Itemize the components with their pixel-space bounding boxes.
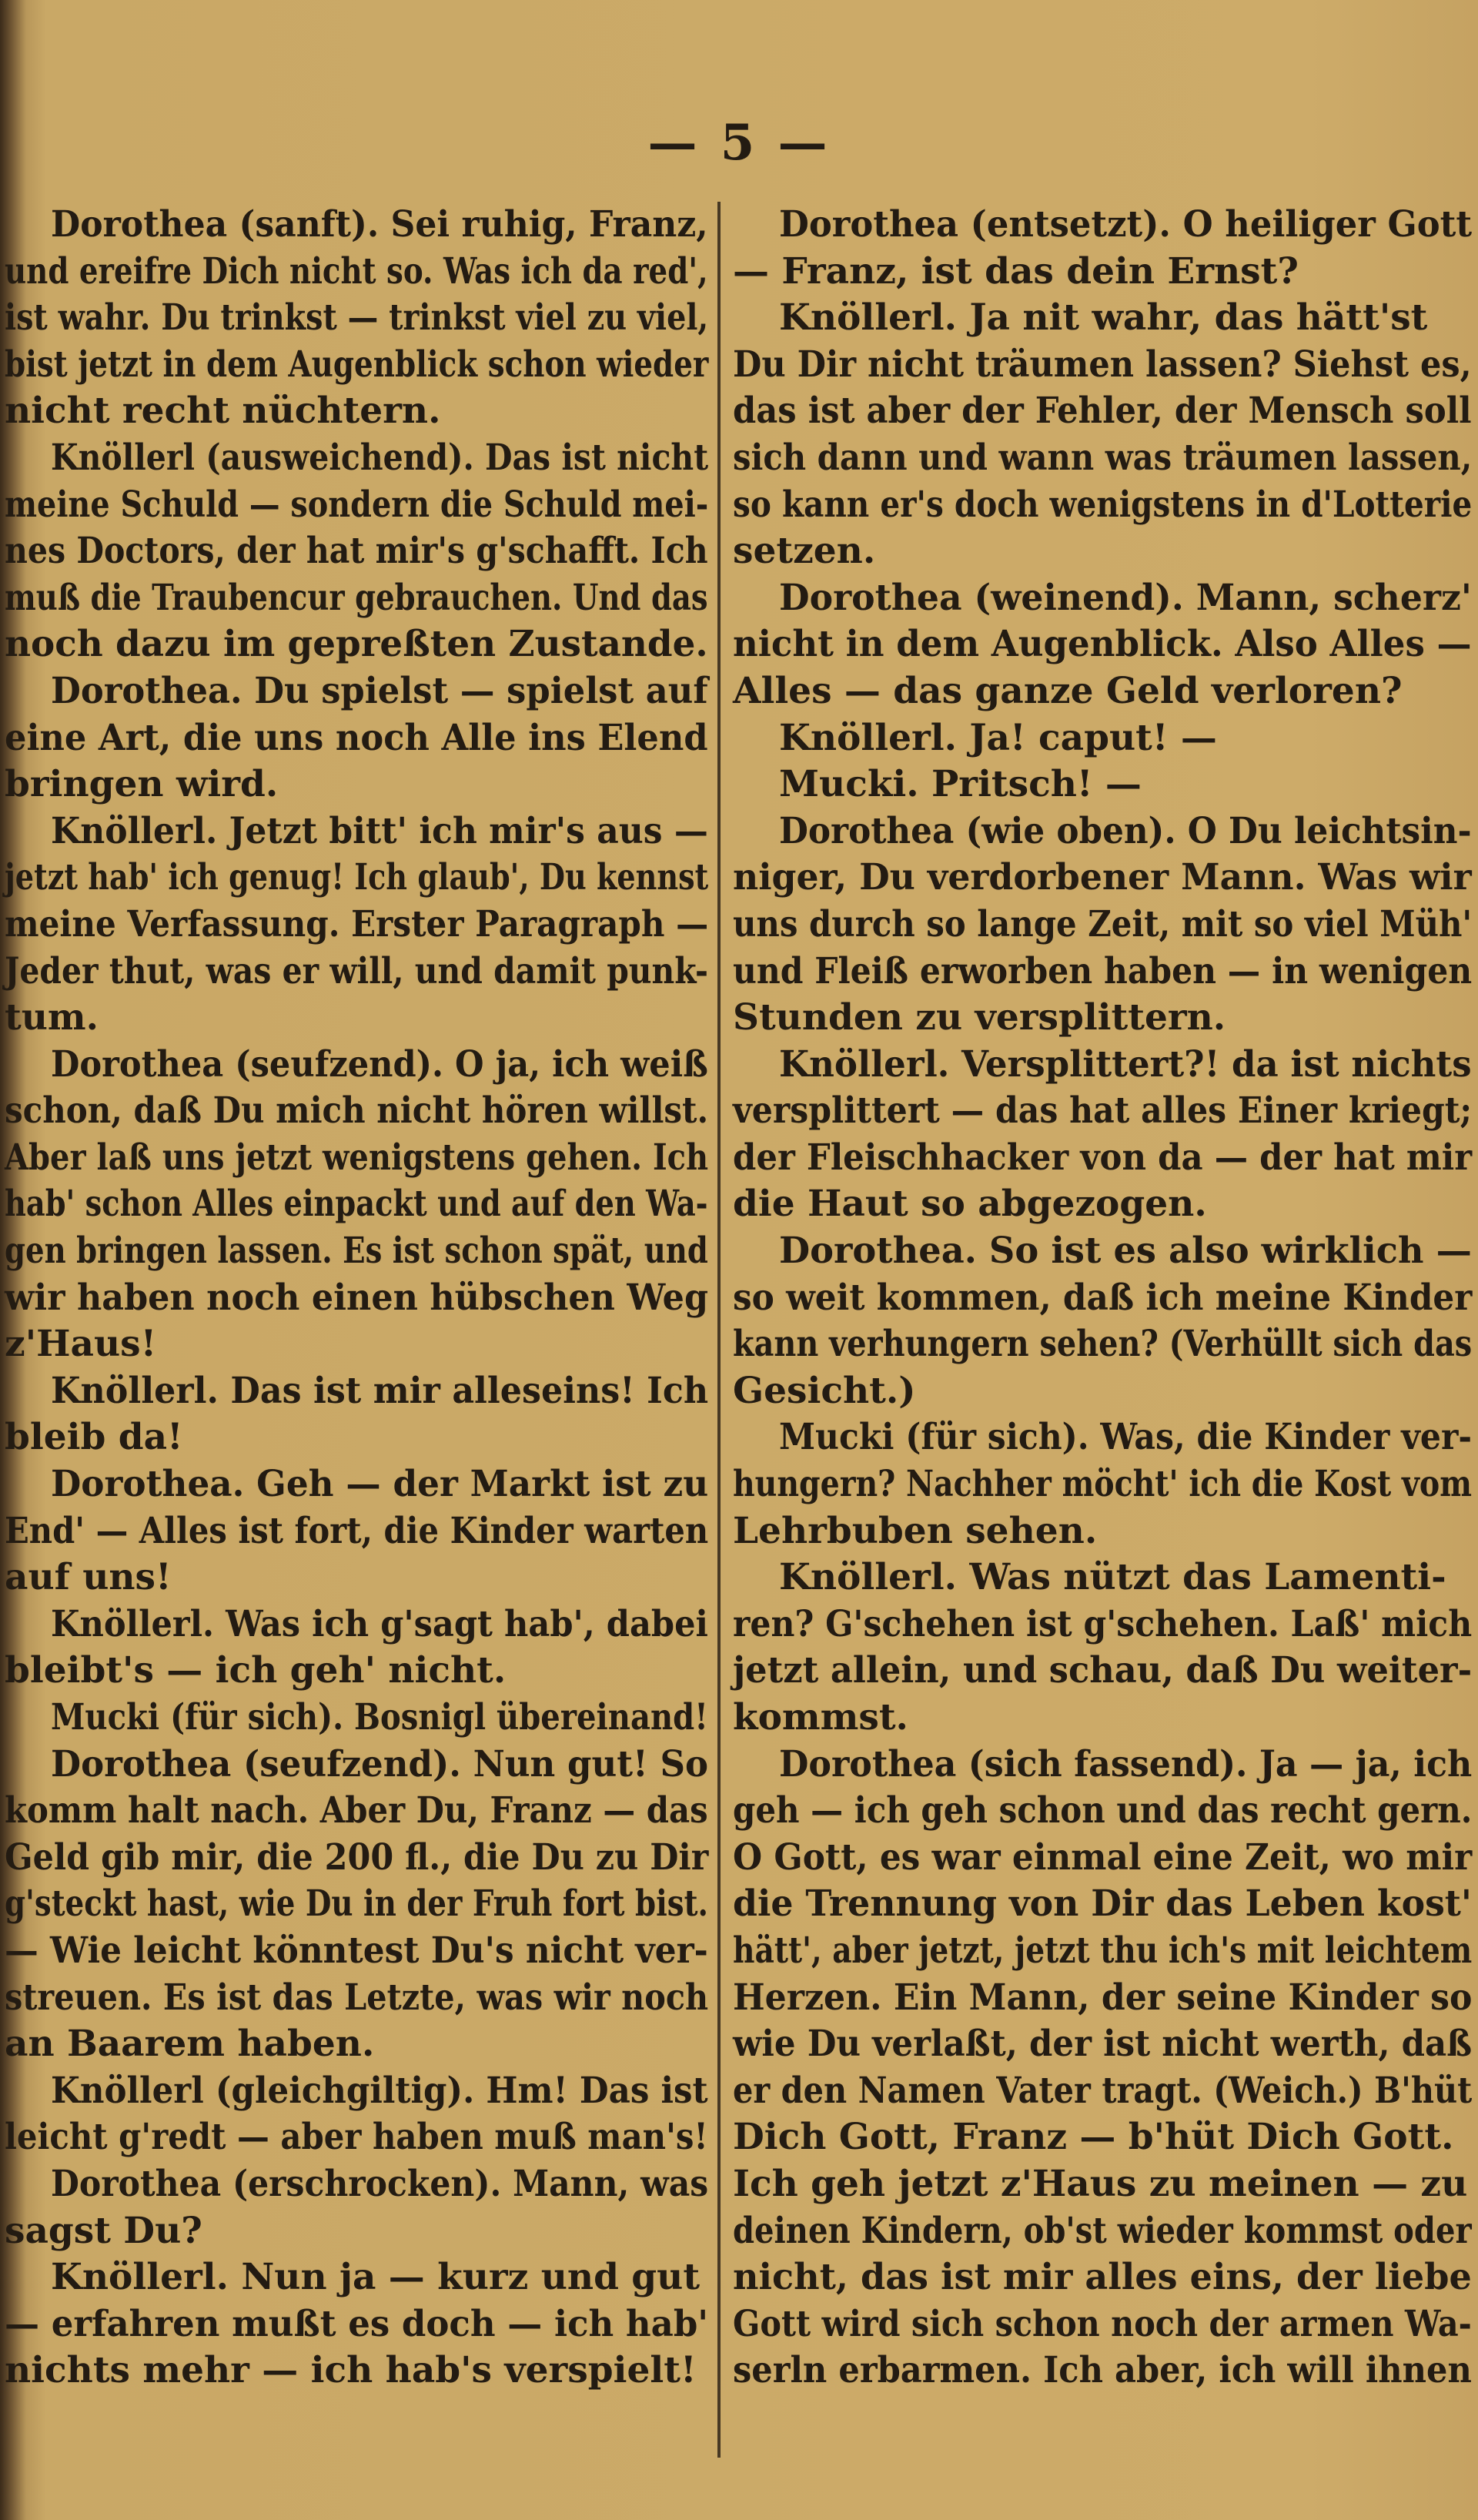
text-line: hungern? Nachher möcht' ich die Kost vom: [733, 1463, 1472, 1506]
text-line: End' — Alles ist fort, die Kinder warten: [5, 1509, 709, 1552]
text-line: das ist aber der Fehler, der Mensch soll: [733, 390, 1472, 433]
text-line: nicht, das ist mir alles eins, der liebe: [733, 2256, 1472, 2299]
text-line: komm halt nach. Aber Du, Franz — das: [5, 1789, 708, 1832]
text-line: Dorothea (wie oben). O Du leichtsin-: [779, 809, 1472, 852]
text-line: tum.: [5, 996, 99, 1039]
text-line: z'Haus!: [5, 1323, 157, 1366]
text-line: sich dann und wann was träumen lassen,: [733, 436, 1473, 479]
text-line: nes Doctors, der hat mir's g'schafft. Ich: [5, 530, 708, 573]
text-line: der Fleischhacker von da — der hat mir: [733, 1136, 1473, 1179]
text-line: nicht recht nüchtern.: [5, 390, 441, 433]
text-line: Mucki. Pritsch! —: [779, 763, 1142, 806]
text-line: hätt', aber jetzt, jetzt thu ich's mit leichtem: [733, 1929, 1473, 1972]
text-line: Dorothea (sich fassend). Ja — ja, ich: [779, 1742, 1473, 1785]
text-line: Knöllerl (ausweichend). Das ist nicht: [51, 436, 709, 479]
text-line: Dich Gott, Franz — b'hüt Dich Gott.: [733, 2116, 1454, 2159]
text-line: Alles — das ganze Geld verloren?: [733, 669, 1403, 712]
text-line: an Baarem haben.: [5, 2023, 375, 2066]
text-line: hab' schon Alles einpackt und auf den Wa-: [5, 1183, 708, 1226]
text-line: nichts mehr — ich hab's verspielt!: [5, 2349, 697, 2392]
text-line: Lehrbuben sehen.: [733, 1509, 1098, 1552]
text-line: bist jetzt in dem Augenblick schon wieder: [5, 343, 709, 386]
text-line: Ich geh jetzt z'Haus zu meinen — zu: [733, 2162, 1468, 2205]
text-line: Knöllerl. Das ist mir alleseins! Ich: [51, 1369, 709, 1412]
text-line: Du Dir nicht träumen lassen? Siehst es,: [733, 343, 1472, 386]
text-line: wie Du verlaßt, der ist nicht werth, daß: [733, 2023, 1473, 2066]
text-line: und Fleiß erworben haben — in wenigen: [733, 949, 1473, 992]
text-line: er den Namen Vater tragt. (Weich.) B'hüt: [733, 2069, 1473, 2112]
text-line: Mucki (für sich). Bosnigl übereinand!: [51, 1696, 708, 1739]
text-line: die Haut so abgezogen.: [733, 1183, 1207, 1226]
text-line: sagst Du?: [5, 2209, 202, 2252]
text-line: Dorothea (seufzend). Nun gut! So: [51, 1742, 709, 1785]
text-line: Dorothea. So ist es also wirklich —: [779, 1230, 1472, 1273]
text-line: Gott wird sich schon noch der armen Wa-: [733, 2302, 1472, 2345]
text-line: ist wahr. Du trinkst — trinkst viel zu viel,: [5, 296, 709, 340]
text-line: Knöllerl. Ja! caput! —: [779, 716, 1217, 759]
text-line: Jeder thut, was er will, und damit punk-: [5, 949, 708, 992]
text-line: Dorothea (weinend). Mann, scherz': [779, 576, 1472, 619]
text-line: Knöllerl. Ja nit wahr, das hätt'st: [779, 296, 1428, 340]
text-line: leicht g'redt — aber haben muß man's!: [5, 2116, 708, 2159]
text-line: Knöllerl. Was nützt das Lamenti-: [779, 1556, 1446, 1599]
text-line: Dorothea. Du spielst — spielst auf: [51, 669, 708, 712]
text-line: Knöllerl. Nun ja — kurz und gut: [51, 2256, 701, 2299]
text-line: so kann er's doch wenigstens in d'Lotterie: [733, 483, 1473, 526]
text-line: meine Schuld — sondern die Schuld mei-: [5, 483, 709, 526]
text-line: Dorothea. Geh — der Markt ist zu: [51, 1463, 709, 1506]
text-line: eine Art, die uns noch Alle ins Elend: [5, 716, 708, 759]
text-line: nicht in dem Augenblick. Also Alles —: [733, 623, 1472, 666]
text-line: Stunden zu versplittern.: [733, 996, 1226, 1039]
text-line: Dorothea (entsetzt). O heiliger Gott: [779, 203, 1473, 246]
text-line: kommst.: [733, 1696, 908, 1739]
text-line: Mucki (für sich). Was, die Kinder ver-: [779, 1416, 1472, 1459]
text-line: Knöllerl. Versplittert?! da ist nichts: [779, 1042, 1472, 1086]
text-line: uns durch so lange Zeit, mit so viel Müh': [733, 902, 1473, 945]
text-line: deinen Kindern, ob'st wieder kommst oder: [733, 2209, 1472, 2252]
text-line: Knöllerl. Jetzt bitt' ich mir's aus —: [51, 809, 708, 852]
text-line: serln erbarmen. Ich aber, ich will ihnen: [733, 2349, 1472, 2392]
text-line: Gesicht.): [733, 1369, 916, 1412]
text-line: Herzen. Ein Mann, der seine Kinder so: [733, 1976, 1473, 2019]
text-line: kann verhungern sehen? (Verhüllt sich das: [733, 1323, 1473, 1366]
text-line: setzen.: [733, 530, 876, 573]
column-divider: [717, 202, 721, 2458]
text-line: schon, daß Du mich nicht hören willst.: [5, 1089, 709, 1133]
text-line: — Franz, ist das dein Ernst?: [733, 249, 1299, 293]
text-line: g'steckt hast, wie Du in der Fruh fort bist.: [5, 1882, 708, 1926]
text-line: Dorothea (erschrocken). Mann, was: [51, 2162, 709, 2205]
page-number: — 5 —: [647, 114, 831, 172]
text-line: gen bringen lassen. Es ist schon spät, und: [5, 1230, 708, 1273]
text-line: — erfahren mußt es doch — ich hab': [5, 2302, 709, 2345]
text-line: bleibt's — ich geh' nicht.: [5, 1649, 507, 1692]
text-line: bringen wird.: [5, 763, 279, 806]
text-line: jetzt hab' ich genug! Ich glaub', Du kennst: [5, 856, 709, 899]
right-column: [730, 202, 1478, 2473]
text-line: muß die Traubencur gebrauchen. Und das: [5, 576, 708, 619]
text-line: niger, Du verdorbener Mann. Was wir: [733, 856, 1472, 899]
text-line: versplittert — das hat alles Einer kriegt;: [733, 1089, 1473, 1133]
text-line: ren? G'schehen ist g'schehen. Laß' mich: [733, 1602, 1473, 1645]
text-line: geh — ich geh schon und das recht gern.: [733, 1789, 1473, 1832]
text-line: die Trennung von Dir das Leben kost': [733, 1882, 1472, 1926]
text-line: Geld gib mir, die 200 fl., die Du zu Dir: [5, 1836, 709, 1879]
text-line: jetzt allein, und schau, daß Du weiter-: [733, 1649, 1473, 1692]
text-line: noch dazu im gepreßten Zustande.: [5, 623, 708, 666]
text-line: streuen. Es ist das Letzte, was wir noch: [5, 1976, 709, 2019]
left-column: [0, 202, 714, 2473]
text-line: meine Verfassung. Erster Paragraph —: [5, 902, 709, 945]
text-line: Aber laß uns jetzt wenigstens gehen. Ich: [5, 1136, 709, 1179]
text-line: und ereifre Dich nicht so. Was ich da red',: [5, 249, 708, 293]
text-line: Dorothea (sanft). Sei ruhig, Franz,: [51, 203, 708, 246]
text-line: O Gott, es war einmal eine Zeit, wo mir: [733, 1836, 1473, 1879]
text-line: so weit kommen, daß ich meine Kinder: [733, 1276, 1473, 1319]
text-line: — Wie leicht könntest Du's nicht ver-: [5, 1929, 708, 1972]
text-line: wir haben noch einen hübschen Weg: [5, 1276, 709, 1319]
text-line: Knöllerl. Was ich g'sagt hab', dabei: [51, 1602, 708, 1645]
text-line: Dorothea (seufzend). O ja, ich weiß: [51, 1042, 708, 1086]
text-line: auf uns!: [5, 1556, 172, 1599]
text-line: bleib da!: [5, 1416, 183, 1459]
text-line: Knöllerl (gleichgiltig). Hm! Das ist: [51, 2069, 708, 2112]
